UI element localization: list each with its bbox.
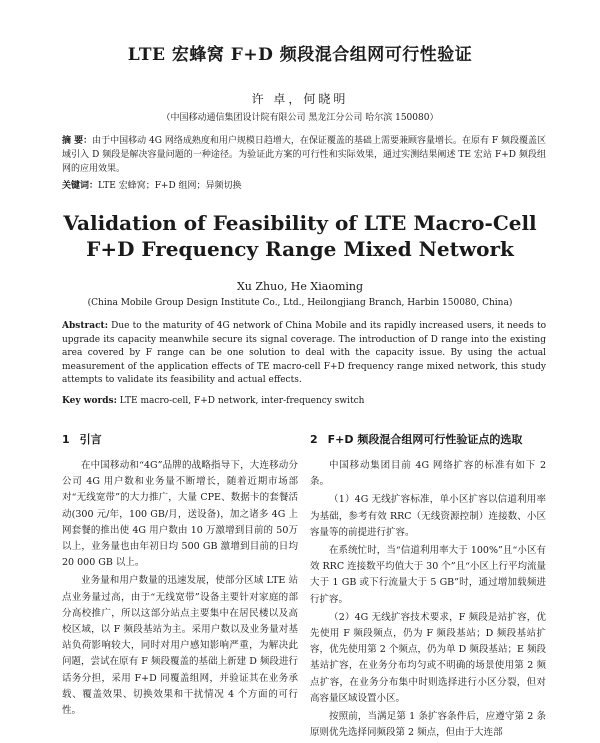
english-abstract-label: Abstract: [62,321,109,331]
chinese-keywords-text: LTE 宏蜂窝；F+D 组网；异频切换 [98,181,242,191]
english-title-line-2: F+D Frequency Range Mixed Network [86,237,514,261]
chinese-title: LTE 宏蜂窝 F+D 频段混合组网可行性验证 [127,45,473,65]
chinese-abstract-text: 由于中国移动 4G 网络成熟度和用户规模日趋增大，在保证覆盖的基础上需要兼顾容量增长。在原有 F 频段覆盖区域引入 D 频段是解决容量问题的一种途径。为验证此方案的可行性和实际效果，通过实测结果阐述 TE 宏站 F+D 频段组网的应用效果。 [62,136,546,174]
chinese-abstract [62,134,546,176]
section-1-paragraph: 在中国移动和“4G”品牌的战略指导下，大连移动分公司 4G 用户数和业务量不断增长，随着近期市场部对“无线宽带”的大力推广，大量 CPE、数据卡的套餐活动(300 元/年，100 GB/月，送设备)，加之诸多 4G 上网套餐的推出使 4G 用户数由 10 万激增到目前的 50万以上，业务量也由年初日均 500 GB 激增到目前的日均 20 000 GB 以上。 [62,460,298,569]
left-column [62,432,298,721]
english-authors: Xu Zhuo, He Xiaoming [236,280,364,293]
section-1-heading [62,432,298,448]
chinese-affiliation: （中国移动通信集团设计院有限公司 黑龙江分公司 哈尔滨 150080） [161,113,439,123]
section-2-paragraph: 在系统忙时，当“信道利用率大于 100%”且“小区有效 RRC 连接数平均值大于 30 个”且“小区上行平均流量大于 1 GB 或下行流量大于 5 GB”时，通过增加载频进行扩容。 [310,545,546,605]
section-2-paragraph: （1）4G 无线扩容标准，单小区扩容以信道利用率为基础，参考有效 RRC（无线资源控制）连接数、小区容量等的前提进行扩容。 [310,494,546,538]
english-abstract-text: Due to the maturity of 4G network of China Mobile and its rapidly increased users, it needs to upgrade its capacity meanwhile secure its signal coverage. The introduction of D range into the existing area covered by F range can be one solution to deal with the capacity issue. By using the actual measurement of the application effects of TE macro-cell F+D frequency range mixed network, this study attempts to validate its feasibility and actual effects. [62,321,546,386]
right-column [310,432,546,743]
english-title [0,210,600,262]
chinese-keywords-label: 关键词： [62,181,99,191]
section-1-title: 引言 [79,433,102,446]
english-title-line-1: Validation of Feasibility of LTE Macro-Cell [63,211,537,235]
english-abstract [62,320,546,388]
section-2-paragraph: 按照前，当满足第 1 条扩容条件后，应遵守第 2 条原则优先选择同频段第 2 频点，但由于大连部 [310,711,546,739]
section-2-heading [310,432,546,448]
english-keywords-label: Key words: [62,396,117,406]
section-2-title: F+D 频段混合组网可行性验证点的选取 [327,433,523,446]
chinese-authors: 许 卓，何晓明 [251,92,349,106]
english-affiliation: (China Mobile Group Design Institute Co., Ltd., Heilongjiang Branch, Harbin 150080, China) [87,298,513,308]
section-2-number: 2 [310,433,318,446]
section-2-paragraph: 中国移动集团目前 4G 网络扩容的标准有如下 2 条。 [310,460,546,488]
section-1-paragraph: 业务量和用户数量的迅速发展，使部分区域 LTE 站点业务量过高，由于“无线宽带”设备主要针对家庭的部分高校推广，所以这部分站点主要集中在居民楼以及高校区域，以 F 频段基站为主。采用户数以及业务量对基站负荷影响较大，同时对用户感知影响严重，为解决此问题，尝试在原有 F 频段覆盖的基础上新建 D 频段进行话务分担，采用 F+D 同覆盖组网，并验证其在业务承载、覆盖效果、切换效果和干扰情况 4 个方面的可行性。 [62,575,298,717]
english-keywords-text: LTE macro-cell, F+D network, inter-frequency switch [119,396,365,406]
section-2-paragraph: （2）4G 无线扩容技术要求，F 频段是站扩容，优先使用 F 频段频点，仍为 F 频段基站；D 频段基站扩容，优先使用第 2 个频点，仍为单 D 频段基站；E 频段基站扩容，在业务分布均匀或不明确的场景使用第 2 频点扩容，在业务分布集中时则选择进行小区分裂，但对高容量区域设置小区。 [310,611,546,704]
section-1-number: 1 [62,433,70,446]
english-keywords [62,396,546,406]
chinese-keywords [62,178,546,191]
chinese-abstract-label: 摘 要： [62,136,93,146]
